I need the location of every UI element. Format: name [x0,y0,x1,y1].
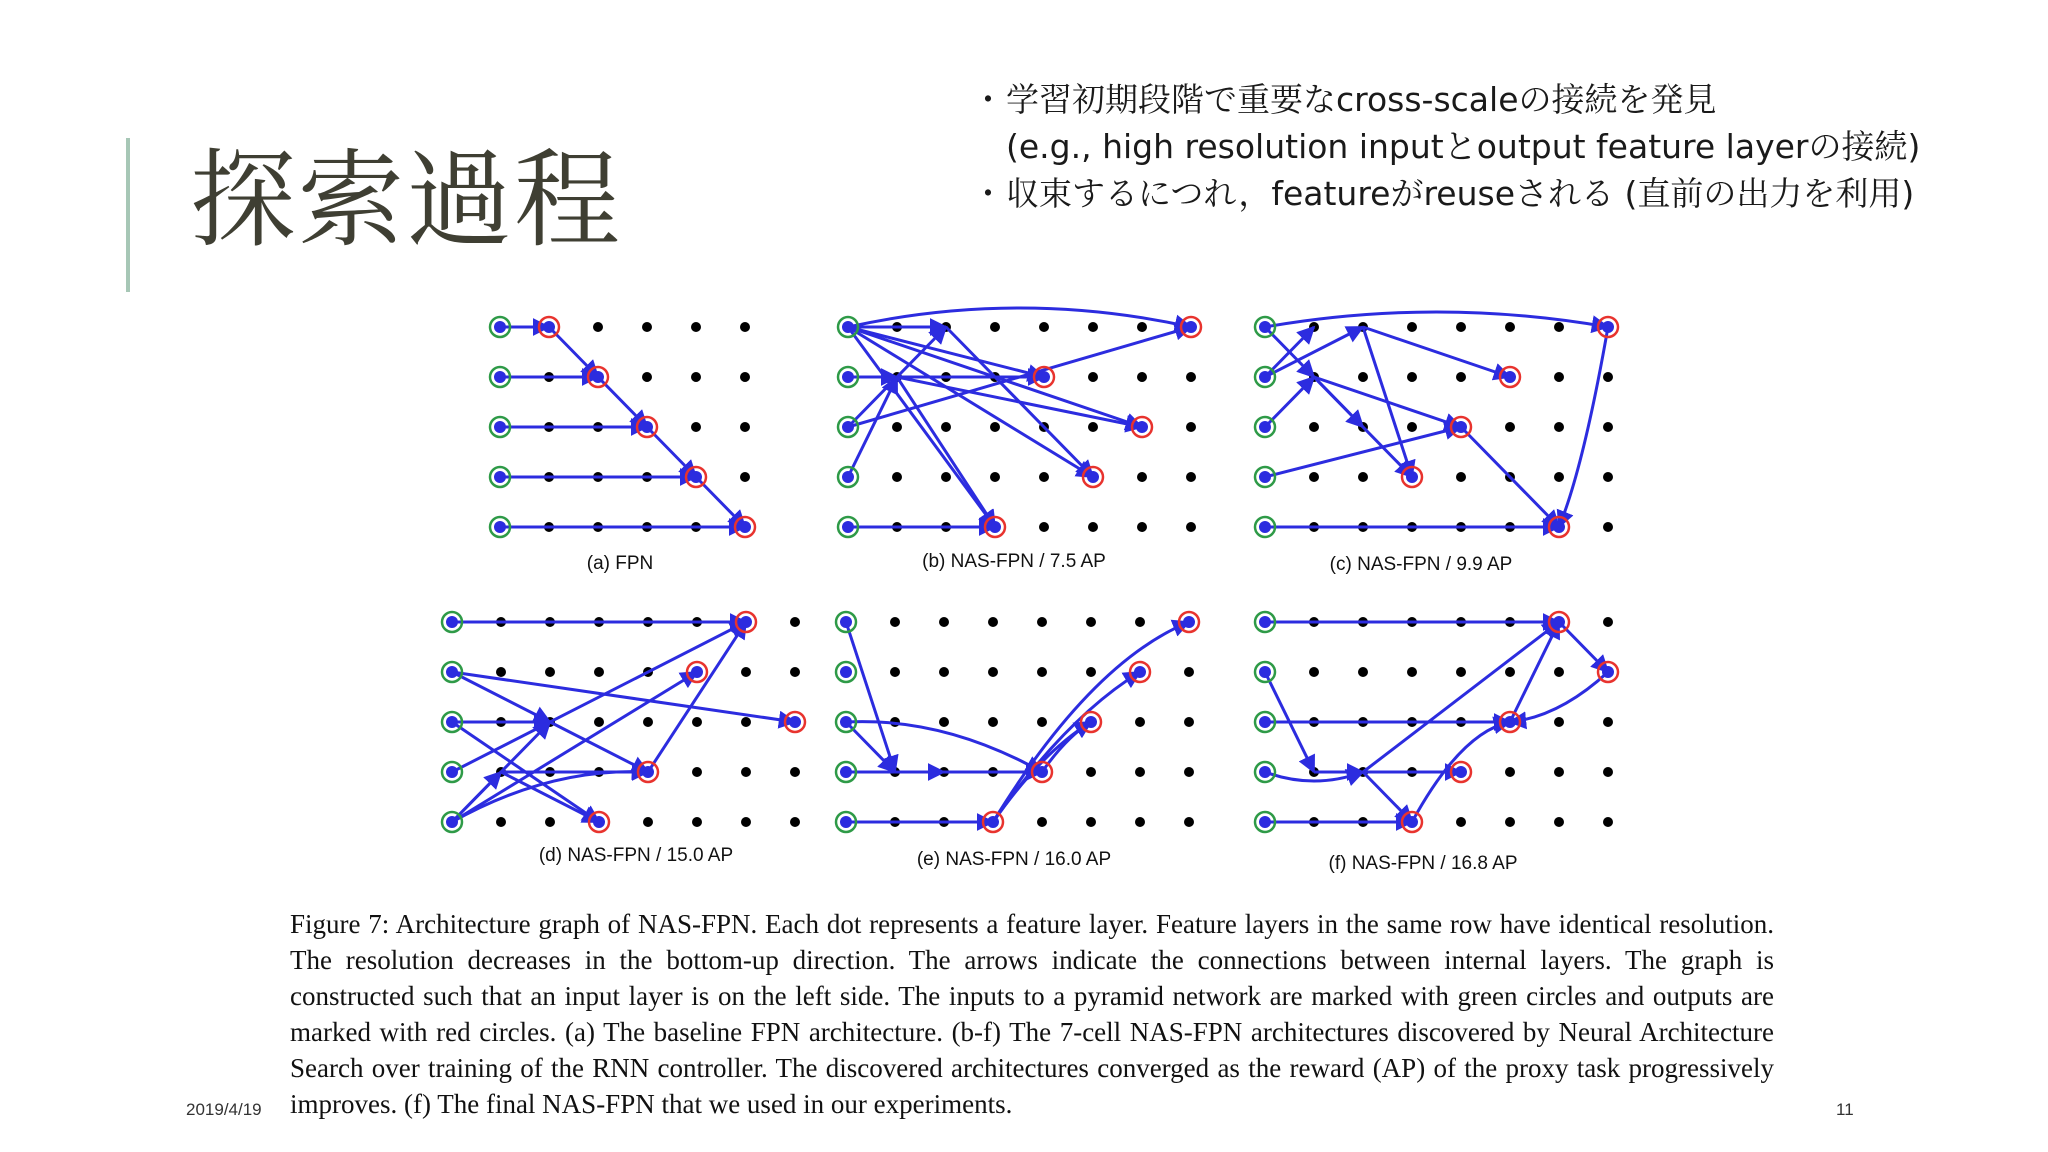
feature-dot [990,322,1000,332]
feature-dot [1135,817,1145,827]
feature-dot [1505,817,1515,827]
input-node [840,816,852,828]
feature-dot [741,817,751,827]
graph-panel [1255,612,1618,832]
feature-dot [1505,767,1515,777]
feature-dot [1039,322,1049,332]
feature-dot [1554,767,1564,777]
feature-dot [1407,322,1417,332]
input-node [494,321,506,333]
input-node [842,421,854,433]
feature-dot [545,667,555,677]
feature-dot [1603,422,1613,432]
feature-dot [1603,817,1613,827]
footer-date: 2019/4/19 [186,1100,262,1119]
feature-dot [790,817,800,827]
feature-dot [642,372,652,382]
feature-dot [939,717,949,727]
output-node [1406,816,1418,828]
output-node [1134,666,1146,678]
output-node [691,666,703,678]
connection-arrow [846,622,895,772]
feature-dot [1505,667,1515,677]
feature-dot [939,617,949,627]
feature-dot [1184,717,1194,727]
connection-arrow [648,622,746,772]
graph-panel [838,308,1201,537]
bullet-item [970,76,2030,123]
feature-dot [1456,322,1466,332]
bullet-text: 収束するにつれ，featureがreuseされる (直前の出力を利用) [1006,174,1915,213]
feature-dot [1137,322,1147,332]
output-node [641,421,653,433]
nas-fpn-graph-figure [420,292,1670,894]
bullet-text: (e.g., high resolution inputとoutput feature layerの接続) [1006,127,1921,166]
connection-arrow [846,722,1042,772]
feature-dot [1358,372,1368,382]
feature-dot [1186,372,1196,382]
feature-dot [740,322,750,332]
feature-dot [1088,422,1098,432]
feature-dot [691,372,701,382]
feature-dot [892,472,902,482]
feature-dot [1137,522,1147,532]
feature-dot [545,817,555,827]
feature-dot [593,322,603,332]
input-node [446,616,458,628]
input-node [446,666,458,678]
output-node [989,521,1001,533]
input-node [840,716,852,728]
feature-dot [643,717,653,727]
feature-dot [990,422,1000,432]
title-accent-bar [126,138,130,292]
input-node [842,371,854,383]
feature-dot [1135,617,1145,627]
bullet-item [970,170,2030,217]
feature-dot [1456,817,1466,827]
graph-panel [442,612,805,832]
graph-panel [1255,312,1618,537]
feature-dot [892,422,902,432]
input-node [446,716,458,728]
figure-caption: Figure 7: Architecture graph of NAS-FPN. Each dot represents a feature layer. Feature layers in the same row have identical resolution. The resolution decreases in the bottom-up direction. The arrows indicate the connections between internal layers. The graph is constructed such that an input layer is on the left side. The inputs to a pyramid network are marked with green circles and outputs are marked with red circles. (a) The baseline FPN architecture. (b-f) The 7-cell NAS-FPN architectures discovered by Neural Architecture Search over training of the RNN controller. The discovered architectures converged as the reward (AP) of the proxy task progressively improves. (f) The final NAS-FPN that we used in our experiments. [290,909,1774,1119]
connection-arrow [501,772,599,822]
feature-dot [1554,667,1564,677]
bullet-marker: ・ [971,80,1005,119]
feature-dot [1407,667,1417,677]
input-node [840,616,852,628]
page-number: 11 [1836,1100,1854,1119]
feature-dot [594,717,604,727]
connection-arrow [1363,327,1412,477]
panel-label-e: (e) NAS-FPN / 16.0 AP [916,849,1112,870]
feature-dot [741,667,751,677]
output-node [1087,471,1099,483]
input-node [1259,421,1271,433]
slide-title: 探索過程 [190,139,622,262]
feature-dot [496,817,506,827]
feature-dot [1554,322,1564,332]
feature-dot [1184,817,1194,827]
input-node [494,471,506,483]
feature-dot [1554,372,1564,382]
output-node [543,321,555,333]
connection-arrow [1265,327,1363,377]
bullet-item [970,123,2030,170]
feature-dot [1039,472,1049,482]
feature-dot [1309,422,1319,432]
feature-dot [941,472,951,482]
output-node [740,616,752,628]
feature-dot [941,422,951,432]
output-node [739,521,751,533]
bullet-text: 学習初期段階で重要なcross-scaleの接続を発見 [1006,80,1717,119]
panel-label-f: (f) NAS-FPN / 16.8 AP [1328,853,1518,874]
feature-dot [988,617,998,627]
feature-dot [1456,372,1466,382]
input-node [1259,766,1271,778]
output-node [1185,321,1197,333]
feature-dot [1088,322,1098,332]
feature-dot [1186,472,1196,482]
connection-arrow [1363,327,1510,377]
output-node [1504,371,1516,383]
feature-dot [1037,617,1047,627]
architecture-figure [420,292,1670,894]
feature-dot [1086,617,1096,627]
output-node [1553,616,1565,628]
feature-dot [1184,767,1194,777]
output-node [1504,716,1516,728]
feature-dot [890,617,900,627]
connection-arrow [1363,622,1559,772]
output-node [593,816,605,828]
feature-dot [1186,522,1196,532]
feature-dot [890,667,900,677]
input-node [1259,471,1271,483]
feature-dot [1309,472,1319,482]
output-node [1455,421,1467,433]
output-node [1406,471,1418,483]
output-node [1036,766,1048,778]
feature-dot [740,372,750,382]
feature-dot [692,717,702,727]
input-node [1259,521,1271,533]
feature-dot [1088,522,1098,532]
output-node [592,371,604,383]
feature-dot [692,817,702,827]
feature-dot [1407,372,1417,382]
feature-dot [1358,667,1368,677]
feature-dot [1603,767,1613,777]
output-node [789,716,801,728]
feature-dot [988,717,998,727]
input-node [1259,371,1271,383]
panel-label-b: (b) NAS-FPN / 7.5 AP [922,551,1106,572]
feature-dot [1086,667,1096,677]
output-node [1602,321,1614,333]
feature-dot [1554,717,1564,727]
connection-arrow [452,622,746,772]
bullet-list [970,76,2030,217]
feature-dot [692,767,702,777]
connection-arrow [1461,427,1559,527]
feature-dot [790,667,800,677]
feature-dot [740,472,750,482]
graph-panel [836,612,1199,832]
output-node [1136,421,1148,433]
connection-arrow [993,672,1140,822]
connection-arrow [550,722,648,772]
feature-dot [1135,717,1145,727]
feature-dot [1309,667,1319,677]
feature-dot [1088,372,1098,382]
feature-dot [1037,717,1047,727]
feature-dot [1554,422,1564,432]
bullet-marker: ・ [971,174,1005,213]
connection-arrow [1265,427,1461,477]
feature-dot [1456,667,1466,677]
feature-dot [1135,767,1145,777]
connection-arrow [848,327,995,527]
feature-dot [1505,322,1515,332]
feature-dot [990,472,1000,482]
feature-dot [1184,667,1194,677]
graph-panel [490,317,755,537]
feature-dot [691,422,701,432]
feature-dot [1505,422,1515,432]
input-node [842,521,854,533]
output-node [1183,616,1195,628]
feature-dot [1086,817,1096,827]
connection-arrow [848,377,897,477]
input-node [840,766,852,778]
feature-dot [1186,422,1196,432]
feature-dot [1603,617,1613,627]
input-node [446,816,458,828]
feature-dot [939,667,949,677]
input-node [1259,666,1271,678]
input-node [446,766,458,778]
connection-arrow [1510,622,1559,722]
input-node [494,371,506,383]
feature-dot [1456,472,1466,482]
panel-label-d: (d) NAS-FPN / 15.0 AP [538,845,734,866]
input-node [494,521,506,533]
feature-dot [741,717,751,727]
output-node [1553,521,1565,533]
output-node [987,816,999,828]
feature-dot [1086,767,1096,777]
panel-label-c: (c) NAS-FPN / 9.9 AP [1329,554,1513,575]
feature-dot [594,667,604,677]
feature-dot [1137,372,1147,382]
input-node [1259,716,1271,728]
feature-dot [642,322,652,332]
input-node [494,421,506,433]
panel-label-a: (a) FPN [586,553,654,574]
feature-dot [1603,522,1613,532]
feature-dot [790,617,800,627]
output-node [1038,371,1050,383]
feature-dot [643,817,653,827]
connection-arrow [1559,327,1608,527]
feature-dot [741,767,751,777]
input-node [840,666,852,678]
output-node [1085,716,1097,728]
input-node [1259,321,1271,333]
input-node [1259,816,1271,828]
feature-dot [496,667,506,677]
feature-dot [691,322,701,332]
feature-dot [1407,422,1417,432]
feature-dot [740,422,750,432]
feature-dot [1603,372,1613,382]
feature-dot [1037,667,1047,677]
input-node [842,471,854,483]
feature-dot [1603,472,1613,482]
feature-dot [1603,717,1613,727]
input-node [1259,616,1271,628]
output-node [642,766,654,778]
feature-dot [988,667,998,677]
feature-dot [1554,817,1564,827]
feature-dot [1037,817,1047,827]
feature-dot [1554,472,1564,482]
input-node [842,321,854,333]
feature-dot [1358,472,1368,482]
feature-dot [1137,472,1147,482]
output-node [1602,666,1614,678]
output-node [690,471,702,483]
feature-dot [1039,522,1049,532]
output-node [1455,766,1467,778]
feature-dot [790,767,800,777]
connection-arrow [1510,672,1608,722]
